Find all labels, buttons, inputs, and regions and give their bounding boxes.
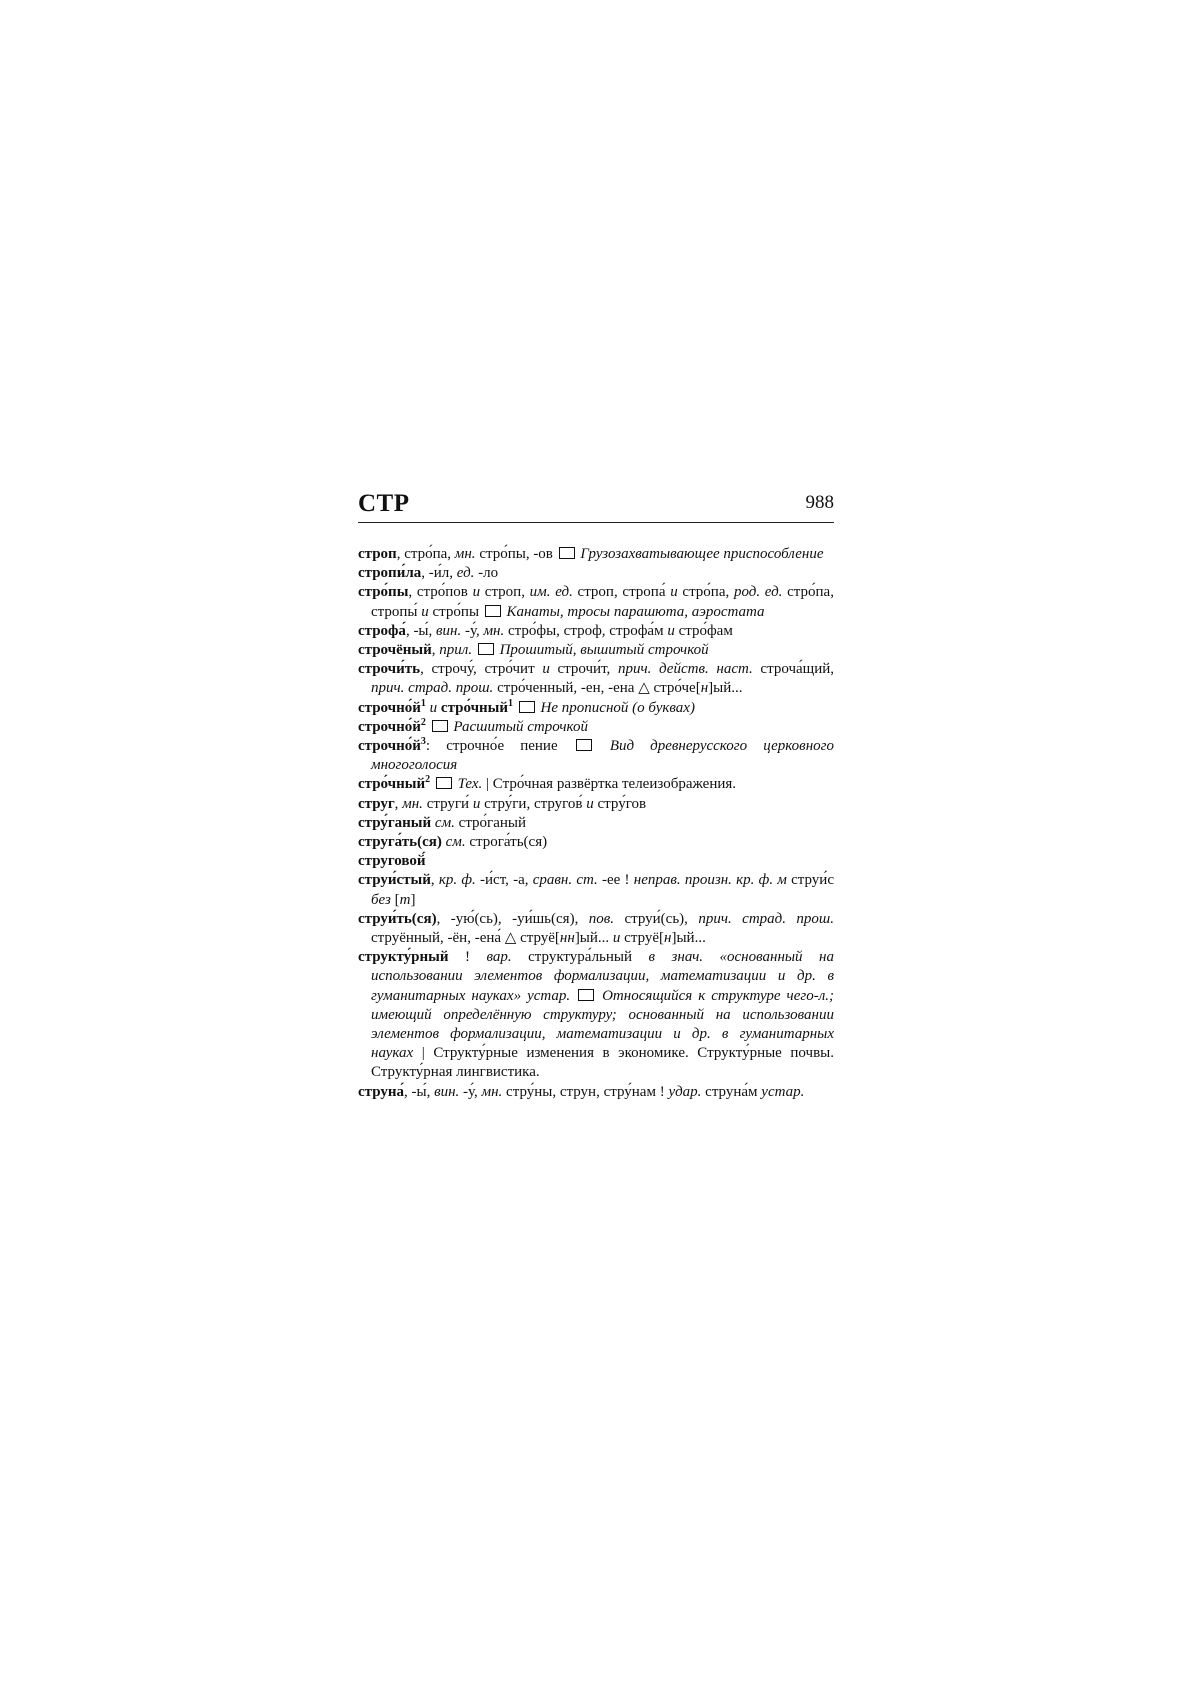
dictionary-entry: струговой́: [358, 853, 426, 870]
dictionary-entry: структу́рный ! вар. структура́льный в знач. «основанный на использовании элементов формализации, математизации и др. в гуманитарных науках» устар. Относящийся к структуре чего-л.; имеющий определённую структуру; основанный на использовании элементов формализации, математизации и др. в гуманитарных науках | Структу́рные изменения в экономике. Структу́рные почвы. Структу́рная лингвистика.: [358, 949, 834, 1081]
dictionary-entry: строп, стро́па, мн. стро́пы, -ов Грузозахватывающее приспособление: [358, 546, 824, 562]
entry-list: [358, 545, 834, 1102]
dictionary-entry: струна́, -ы́, вин. -у́, мн. стру́ны, струн, стру́нам ! удар. струна́м устар.: [358, 1083, 805, 1100]
dictionary-entry: $строчно́й^1$ и стро́чный$^1$ Не прописной (о буквах): [358, 697, 695, 716]
dictionary-entry: строфа́, -ы́, вин. -у́, мн. стро́фы, строф, строфа́м и стро́фам: [358, 622, 733, 639]
dictionary-entry: $строчно́й^2$ Расшитый строчкой: [358, 716, 588, 735]
section-title: СТР: [358, 490, 410, 517]
dictionary-entry: стропи́ла, -и́л, ед. -ло: [358, 565, 499, 582]
dictionary-entry: строчёный, прил. Прошитый, вышитый строчкой: [358, 642, 709, 659]
dictionary-entry: строчи́ть, строчу́, стро́чит и строчи́т, прич. действ. наст. строча́щий, прич. страд. прош. стро́ченный, -ен, -ена △ стро́че[н]ый...: [358, 661, 834, 697]
dictionary-entry: струга́ть(ся) см. строга́ть(ся): [358, 834, 548, 851]
dictionary-entry: струи́стый, кр. ф. -и́ст, -а, сравн. ст. -ее ! неправ. произн. кр. ф. м струи́с без [т]: [358, 872, 834, 908]
dictionary-entry: стро́пы, стро́пов и строп, им. ед. строп, стропа́ и стро́па, род. ед. стро́па, стропы́ и стро́пы Канаты, тросы парашюта, аэростата: [358, 584, 834, 620]
dictionary-entry: струг, мн. струги́ и стру́ги, стругов́ и стру́гов: [358, 795, 647, 812]
dictionary-entry: стру́ганый см. стро́ганый: [358, 814, 526, 831]
page-number: 988: [805, 492, 834, 513]
dictionary-entry: стро́чный$^2$ Тех. | Стро́чная развёртка телеизображения.: [358, 774, 737, 793]
dictionary-entry: $строчно́й^3$: строчно́е пение Вид древнерусского церковного многоголосия: [358, 736, 834, 774]
dictionary-entry: струи́ть(ся), -ую́(сь), -уи́шь(ся), пов. струи́(сь), прич. страд. прош. струённый, -ён, -ена́ △ струё[нн]ый... и струё[н]ый...: [358, 910, 835, 947]
page-header: [358, 488, 834, 523]
dictionary-page: [358, 488, 834, 1102]
